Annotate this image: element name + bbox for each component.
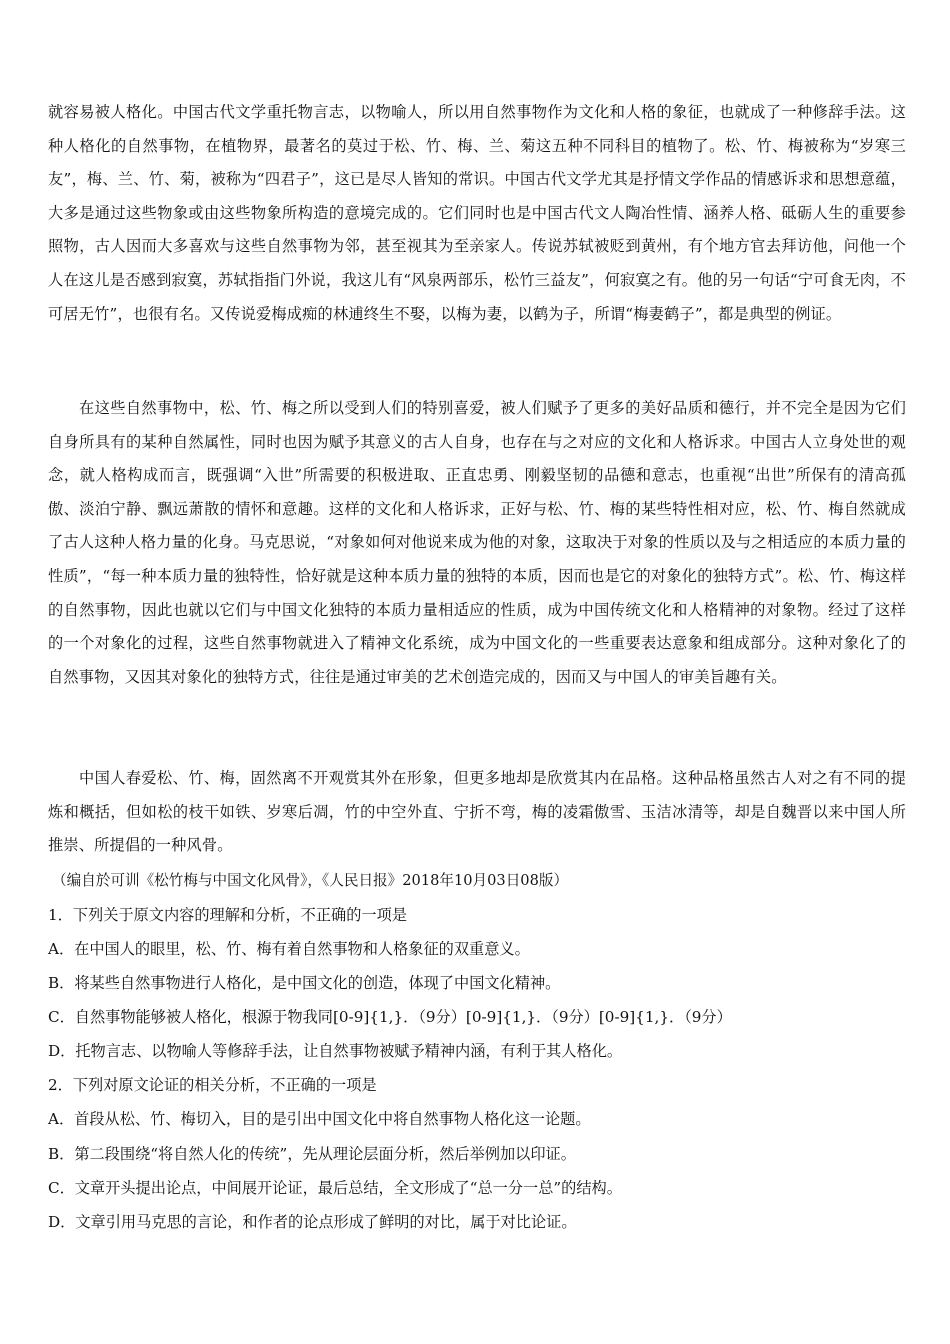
option-b: B．将某些自然事物进行人格化，是中国文化的创造，体现了中国文化精神。 [48,974,561,992]
passage-paragraph-1: 就容易被人格化。中国古代文学重托物言志，以物喻人，所以用自然事物作为文化和人格的象征，也就成了一种修辞手法。这种人格化的自然事物，在植物界，最著名的莫过于松、竹、梅、兰、菊这五种不同科目的植物了。松、竹、梅被称为“岁寒三友”，梅、兰、竹、菊，被称为“四君子”，这已是尽人皆知的常识。中国古代文学尤其是抒情文学作品的情感诉求和思想意蕴，大多是通过这些物象或由这些物象所构造的意境完成的。它们同时也是中国古代文人陶冶性情、涵养人格、砥砺人生的重要参照物，古人因而大多喜欢与这些自然事物为邻，甚至视其为至亲家人。传说苏轼被贬到黄州，有个地方官去拜访他，问他一个人在这儿是否感到寂寞，苏轼指指门外说，我这儿有“风泉两部乐，松竹三益友”，何寂寞之有。他的另一句话“宁可食无肉，不可居无竹”，也很有名。又传说爱梅成痴的林逋终生不娶，以梅为妻，以鹤为子，所谓“梅妻鹤子”，都是典型的例证。 [48,103,906,323]
option-c: C．文章开头提出论点，中间展开论证，最后总结，全文形成了“总一分一总”的结构。 [48,1179,622,1197]
option-d: D．文章引用马克思的言论，和作者的论点形成了鲜明的对比，属于对比论证。 [48,1213,577,1231]
question-stem: 1．下列关于原文内容的理解和分析，不正确的一项是 [48,906,407,924]
option-b: B．第二段围绕“将自然人化的传统”，先从理论层面分析，然后举例加以印证。 [48,1145,576,1163]
passage-paragraph-2: 在这些自然事物中，松、竹、梅之所以受到人们的特别喜爱，被人们赋予了更多的美好品质和德行，并不完全是因为它们自身所具有的某种自然属性，同时也因为赋予其意义的古人自身，也存在与之对应的文化和人格诉求。中国古人立身处世的观念，就人格构成而言，既强调“入世”所需要的积极进取、正直忠勇、刚毅坚韧的品德和意志，也重视“出世”所保有的清高孤傲、淡泊宁静、飘远萧散的情怀和意趣。这样的文化和人格诉求，正好与松、竹、梅的某些特性相对应，松、竹、梅自然就成了古人这种人格力量的化身。马克思说，“对象如何对他说来成为他的对象，这取决于对象的性质以及与之相适应的本质力量的性质”，“每一种本质力量的独特性，恰好就是这种本质力量的独特的本质，因而也是它的对象化的独特方式”。松、竹、梅这样的自然事物，因此也就以它们与中国文化独特的本质力量相适应的性质，成为中国传统文化和人格精神的对象物。经过了这样的一个对象化的过程，这些自然事物就进入了精神文化系统，成为中国文化的一些重要表达意象和组成部分。这种对象化了的自然事物，又因其对象化的独特方式，往往是通过审美的艺术创造完成的，因而又与中国人的审美旨趣有关。 [48,399,906,686]
option-d: D．托物言志、以物喻人等修辞手法，让自然事物被赋予精神内涵，有利于其人格化。 [48,1042,623,1060]
option-a: A．在中国人的眼里，松、竹、梅有着自然事物和人格象征的双重意义。 [48,940,530,958]
question-stem: 2．下列对原文论证的相关分析，不正确的一项是 [48,1076,377,1094]
option-a: A．首段从松、竹、梅切入，目的是引出中国文化中将自然事物人格化这一论题。 [48,1110,591,1128]
passage-paragraph-3: 中国人春爱松、竹、梅，固然离不开观赏其外在形象，但更多地却是欣赏其内在品格。这种品格虽然古人对之有不同的提炼和概括，但如松的枝干如铁、岁寒后凋，竹的中空外直、宁折不弯，梅的凌霜傲雪、玉洁冰清等，却是自魏晋以来中国人所推崇、所提倡的一种风骨。 [48,769,906,855]
option-c: C．自然事物能够被人格化，根源于物我同[0-9]{1,}．（9分）[0-9]{1,}．（9分）[0-9]{1,}．（9分） [48,1008,732,1026]
passage-source: （编自於可训《松竹梅与中国文化风骨》，《人民日报》2018年10月03日08版） [52,872,569,889]
